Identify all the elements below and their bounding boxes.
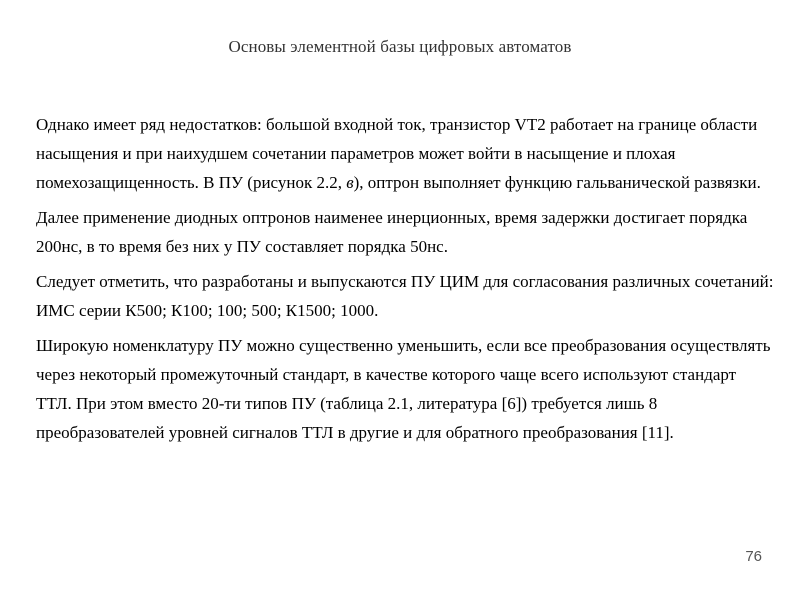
figure-letter: в [346, 173, 354, 192]
paragraph-1 [36, 110, 776, 197]
paragraph-4: Широкую номенклатуру ПУ можно существенно уменьшить, если все преобразования осуществлять через некоторый промежуточный стандарт, в качестве которого чаще всего используют стандарт ТТЛ. При этом вместо 20-ти типов ПУ (таблица 2.1, литература [6]) требуется лишь 8 преобразователей уровней сигналов ТТЛ в другие и для обратного преобразования [11]. [36, 336, 771, 442]
page-number: 76 [745, 548, 762, 565]
paragraph-1-text: Однако имеет ряд недостатков: большой входной ток, транзистор VT2 работает на границе области насыщения и при наихудшем сочетании параметров может войти в насыщение и плохая помехозащищенность. В ПУ (рисунок 2.2, [36, 115, 758, 192]
body-text [36, 110, 776, 453]
paragraph-1-text-end: ), оптрон выполняет функцию гальванической развязки. [353, 173, 761, 192]
paragraph-3: Следует отметить, что разработаны и выпускаются ПУ ЦИМ для согласования различных сочетаний: ИМС серии К500; К100; 100; 500; К1500; 1000. [36, 272, 774, 320]
paragraph-2: Далее применение диодных оптронов наименее инерционных, время задержки достигает порядка 200нс, в то время без них у ПУ составляет порядка 50нс. [36, 208, 748, 256]
page-title: Основы элементной базы цифровых автоматов [228, 37, 572, 56]
